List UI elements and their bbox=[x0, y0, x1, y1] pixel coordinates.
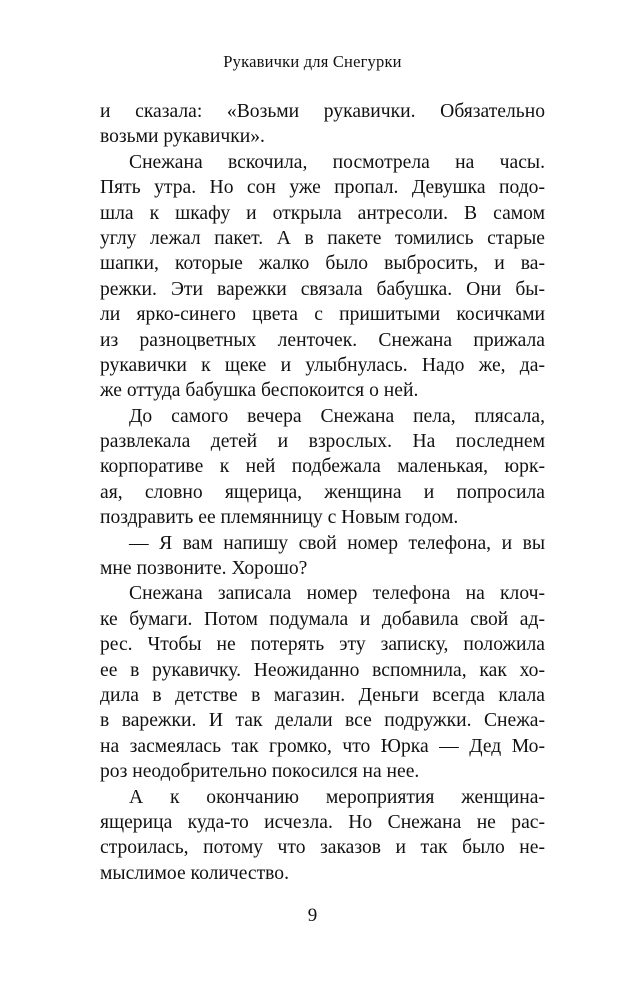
text-line: развлекала детей и взрослых. На последнем bbox=[100, 431, 545, 453]
text-line: строилась, потому что заказов и так было не- bbox=[100, 837, 545, 859]
text-line: мыслимое количество. bbox=[100, 862, 289, 884]
text-line: на засмеялась так громко, что Юрка — Дед Мо- bbox=[100, 735, 545, 757]
page-number: 9 bbox=[307, 905, 318, 926]
text-line: в варежки. И так делали все подружки. Снежа- bbox=[100, 710, 545, 732]
text-line: из разноцветных ленточек. Снежана прижала bbox=[100, 329, 545, 351]
text-line: До самого вечера Снежана пела, плясала, bbox=[129, 405, 545, 427]
text-line: и сказала: «Возьми рукавички. Обязательно bbox=[100, 101, 545, 122]
text-line: Снежана записала номер телефона на клоч- bbox=[129, 583, 545, 605]
text-line: шапки, которые жалко было выбросить, и ва- bbox=[100, 253, 545, 275]
text-line: мне позвоните. Хорошо? bbox=[100, 558, 308, 580]
text-line: шла к шкафу и открыла антресоли. В самом bbox=[100, 202, 545, 224]
text-line: возьми рукавички». bbox=[100, 126, 265, 148]
page-body-text bbox=[100, 99, 545, 886]
text-line: ая, словно ящерица, женщина и попросила bbox=[100, 481, 545, 503]
text-line: Пять утра. Но сон уже пропал. Девушка подо- bbox=[100, 177, 545, 199]
text-line: углу лежал пакет. А в пакете томились старые bbox=[100, 227, 545, 249]
text-line: корпоративе к ней подбежала маленькая, юрк- bbox=[100, 456, 545, 478]
text-line: Снежана вскочила, посмотрела на часы. bbox=[129, 151, 545, 173]
text-line: ли ярко-синего цвета с пришитыми косичками bbox=[100, 304, 545, 326]
text-line: — Я вам напишу свой номер телефона, и вы bbox=[129, 532, 545, 554]
running-header: Рукавички для Снегурки bbox=[223, 52, 402, 71]
text-line: же оттуда бабушка беспокоится о ней. bbox=[100, 380, 419, 402]
text-line: рукавички к щеке и улыбнулась. Надо же, да- bbox=[100, 354, 545, 376]
text-line: режки. Эти варежки связала бабушка. Они бы- bbox=[100, 278, 545, 300]
text-line: ее в рукавичку. Неожиданно вспомнила, как хо- bbox=[100, 659, 545, 681]
text-line: ящерица куда-то исчезла. Но Снежана не рас- bbox=[100, 811, 545, 833]
text-line: А к окончанию мероприятия женщина- bbox=[129, 786, 545, 808]
text-line: рес. Чтобы не потерять эту записку, положила bbox=[100, 634, 545, 656]
text-line: поздравить ее племянницу с Новым годом. bbox=[100, 507, 459, 529]
text-line: роз неодобрительно покосился на нее. bbox=[100, 761, 420, 783]
text-line: ке бумаги. Потом подумала и добавила свой ад- bbox=[100, 608, 545, 630]
text-line: дила в детстве в магазин. Деньги всегда клала bbox=[100, 684, 545, 706]
